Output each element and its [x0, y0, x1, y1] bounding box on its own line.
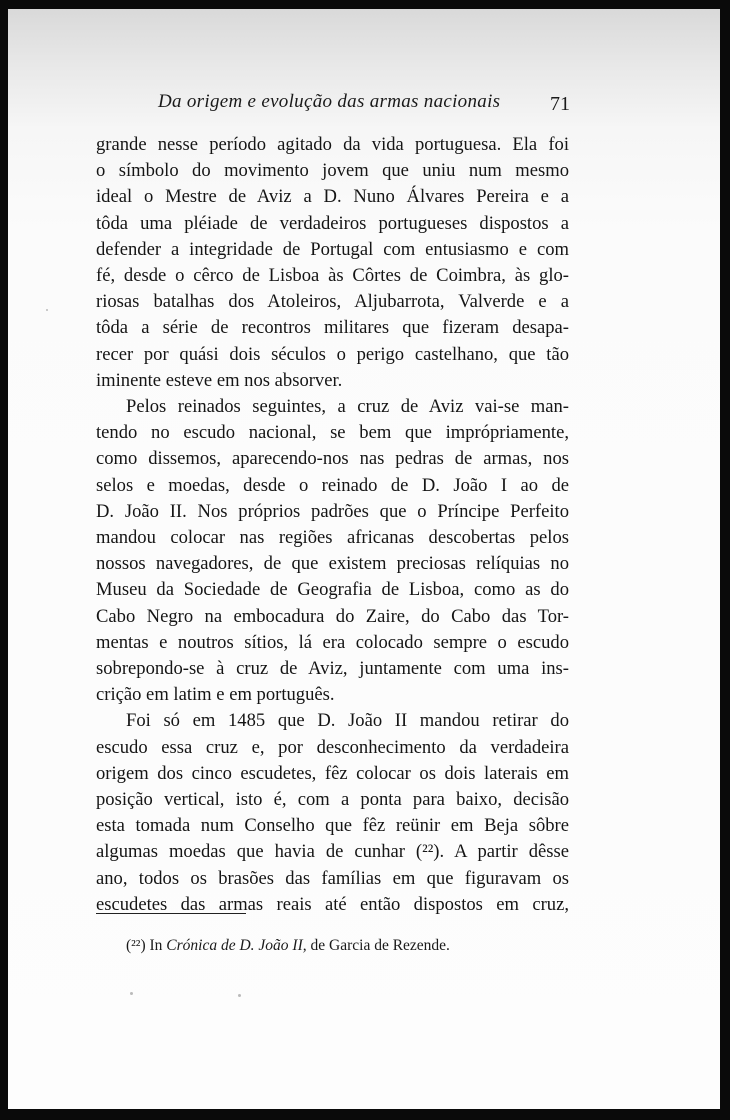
text-line: escudetes das armas reais até então dispostos em cruz,	[96, 893, 569, 915]
footnote-work-title: Crónica de D. João II,	[166, 937, 307, 954]
text-line: ideal o Mestre de Aviz a D. Nuno Álvares Pereira e a	[96, 186, 569, 208]
paper-speck	[46, 309, 48, 311]
text-line: tendo no escudo nacional, se bem que imprópriamente,	[96, 422, 569, 444]
text-line: crição em latim e em português.	[96, 684, 335, 706]
paper-speck	[238, 994, 241, 997]
paragraph-2	[96, 394, 569, 708]
text-line: Cabo Negro na embocadura do Zaire, do Cabo das Tor-	[96, 605, 569, 627]
text-line: D. João II. Nos próprios padrões que o Príncipe Perfeito	[96, 500, 569, 522]
text-line: o símbolo do movimento jovem que uniu num mesmo	[96, 160, 569, 182]
text-line: posição vertical, isto é, com a ponta para baixo, decisão	[96, 789, 569, 811]
footnote-prefix: In	[149, 937, 163, 954]
running-title: Da origem e evolução das armas nacionais	[158, 91, 501, 112]
text-line: mentas e noutros sítios, lá era colocado sempre o escudo	[96, 631, 569, 653]
text-line: como dissemos, aparecendo-nos nas pedras de armas, nos	[96, 448, 569, 470]
text-line: selos e moedas, desde o reinado de D. João I ao de	[96, 474, 569, 496]
text-line: grande nesse período agitado da vida portuguesa. Ela foi	[96, 134, 569, 155]
page-number: 71	[550, 93, 570, 115]
text-line: escudo essa cruz e, por desconhecimento da verdadeira	[96, 736, 569, 758]
text-line: algumas moedas que havia de cunhar (²²). A partir dêsse	[96, 841, 569, 863]
footnote-suffix: de Garcia de Rezende.	[310, 937, 450, 954]
text-line: sobrepondo-se à cruz de Aviz, juntamente com uma ins-	[96, 658, 569, 680]
page-header	[8, 91, 720, 121]
text-line: recer por quási dois séculos o perigo castelhano, que tão	[96, 343, 569, 365]
paper-speck	[130, 992, 133, 995]
footnote	[126, 937, 450, 955]
text-line: esta tomada num Conselho que fêz reünir em Beja sôbre	[96, 815, 569, 837]
paragraph-3	[96, 708, 569, 918]
footnote-marker: (²²)	[126, 937, 146, 954]
text-line: Pelos reinados seguintes, a cruz de Aviz vai-se man-	[126, 396, 569, 418]
text-line: Museu da Sociedade de Geografia de Lisboa, como as do	[96, 579, 569, 601]
body-text	[96, 132, 569, 918]
text-line: tôda a série de recontros militares que fizeram desapa-	[96, 317, 569, 339]
text-line: iminente esteve em nos absorver.	[96, 369, 343, 391]
footnote-rule	[96, 913, 246, 914]
text-line: tôda uma pléiade de verdadeiros portugueses dispostos a	[96, 212, 569, 234]
text-line: mandou colocar nas regiões africanas descobertas pelos	[96, 527, 569, 549]
paragraph-1	[96, 132, 569, 394]
text-line: Foi só em 1485 que D. João II mandou retirar do	[126, 710, 569, 732]
text-line: ano, todos os brasões das famílias em que figuravam os	[96, 867, 569, 889]
text-line: riosas batalhas dos Atoleiros, Aljubarrota, Valverde e a	[96, 291, 569, 313]
text-line: fé, desde o cêrco de Lisboa às Côrtes de Coimbra, às glo-	[96, 265, 569, 287]
book-page	[8, 9, 720, 1109]
text-line: nossos navegadores, de que existem preciosas relíquias no	[96, 553, 569, 575]
text-line: origem dos cinco escudetes, fêz colocar os dois laterais em	[96, 762, 569, 784]
text-line: defender a integridade de Portugal com entusiasmo e com	[96, 238, 569, 260]
